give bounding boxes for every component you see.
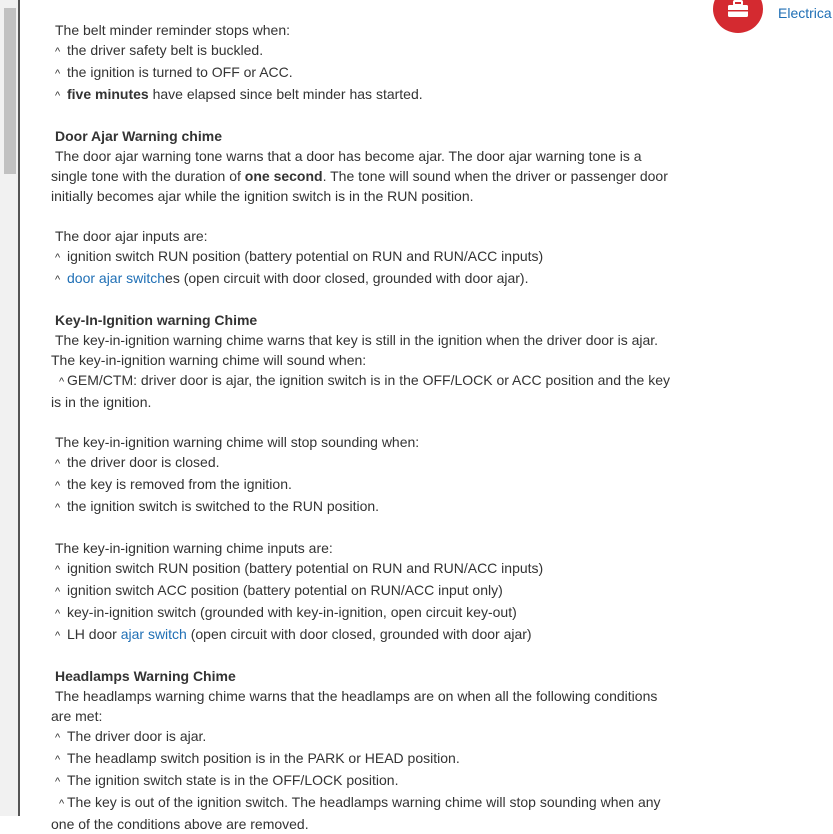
category-badge[interactable] [713, 0, 763, 33]
headlamps-description: The headlamps warning chime warns that the headlamps are on when all the following conditions are met: [51, 688, 658, 724]
list-item: ^ The ignition switch state is in the OFF/LOCK position. [51, 770, 676, 792]
list-item: ^ The driver door is ajar. [51, 726, 676, 748]
list-item: ^ the driver door is closed. [51, 452, 676, 474]
list-item: ^ The headlamp switch position is in the PARK or HEAD position. [51, 748, 676, 770]
list-item: ^ the ignition is turned to OFF or ACC. [51, 62, 676, 84]
caret-icon: ^ [55, 252, 61, 264]
caret-icon: ^ [55, 776, 61, 788]
list-item: ^ GEM/CTM: driver door is ajar, the ignition switch is in the OFF/LOCK or ACC position and the key is in the ignition. [51, 372, 671, 410]
article-content [51, 20, 676, 834]
vertical-scrollbar[interactable] [0, 0, 20, 816]
caret-icon: ^ [55, 564, 61, 576]
list-item: ^ the driver safety belt is buckled. [51, 40, 676, 62]
belt-intro: The belt minder reminder stops when: [55, 22, 290, 38]
list-item: ^ five minutes have elapsed since belt minder has started. [51, 84, 676, 106]
caret-icon: ^ [59, 376, 65, 388]
category-link[interactable]: Electrica [778, 5, 832, 21]
caret-icon: ^ [55, 586, 61, 598]
list-item: ^ the ignition switch is switched to the RUN position. [51, 496, 676, 518]
caret-icon: ^ [59, 798, 65, 810]
caret-icon: ^ [55, 630, 61, 642]
list-item: ^ door ajar switches (open circuit with door closed, grounded with door ajar). [51, 268, 676, 290]
door-ajar-description: The door ajar warning tone warns that a door has become ajar. The door ajar warning tone is a single tone with the duration of one second. The tone will sound when the driver or passenger door initially becomes ajar while the ignition switch is in the RUN position. [51, 148, 668, 204]
caret-icon: ^ [55, 608, 61, 620]
toolbox-icon [727, 0, 749, 18]
door-ajar-switch-link[interactable]: door ajar switch [67, 270, 166, 286]
ajar-switch-link[interactable]: ajar switch [120, 626, 187, 642]
door-ajar-inputs-intro: The door ajar inputs are: [55, 228, 208, 244]
list-item: ^ The key is out of the ignition switch. The headlamps warning chime will stop sounding when any one of the conditions above are removed. [51, 794, 661, 832]
list-item: ^ the key is removed from the ignition. [51, 474, 676, 496]
key-in-ignition-inputs-intro: The key-in-ignition warning chime inputs are: [55, 540, 333, 556]
scrollbar-thumb[interactable] [4, 8, 16, 174]
caret-icon: ^ [55, 502, 61, 514]
caret-icon: ^ [55, 274, 61, 286]
key-in-ignition-description: The key-in-ignition warning chime warns that key is still in the ignition when the driver door is ajar. The key-in-ignition warning chime will sound when: [51, 332, 659, 368]
key-in-ignition-stop-intro: The key-in-ignition warning chime will stop sounding when: [55, 434, 420, 450]
caret-icon: ^ [55, 90, 61, 102]
caret-icon: ^ [55, 754, 61, 766]
list-item: ^ ignition switch ACC position (battery potential on RUN/ACC input only) [51, 580, 676, 602]
list-item: ^ ignition switch RUN position (battery potential on RUN and RUN/ACC inputs) [51, 558, 676, 580]
caret-icon: ^ [55, 458, 61, 470]
caret-icon: ^ [55, 68, 61, 80]
list-item: ^ ignition switch RUN position (battery potential on RUN and RUN/ACC inputs) [51, 246, 676, 268]
section-heading-door-ajar: Door Ajar Warning chime [55, 128, 222, 144]
list-item: ^ key-in-ignition switch (grounded with key-in-ignition, open circuit key-out) [51, 602, 676, 624]
section-heading-key-in-ignition: Key-In-Ignition warning Chime [55, 312, 258, 328]
list-item: ^ LH door ajar switch (open circuit with door closed, grounded with door ajar) [51, 624, 676, 646]
section-heading-headlamps: Headlamps Warning Chime [55, 668, 236, 684]
caret-icon: ^ [55, 732, 61, 744]
caret-icon: ^ [55, 480, 61, 492]
caret-icon: ^ [55, 46, 61, 58]
